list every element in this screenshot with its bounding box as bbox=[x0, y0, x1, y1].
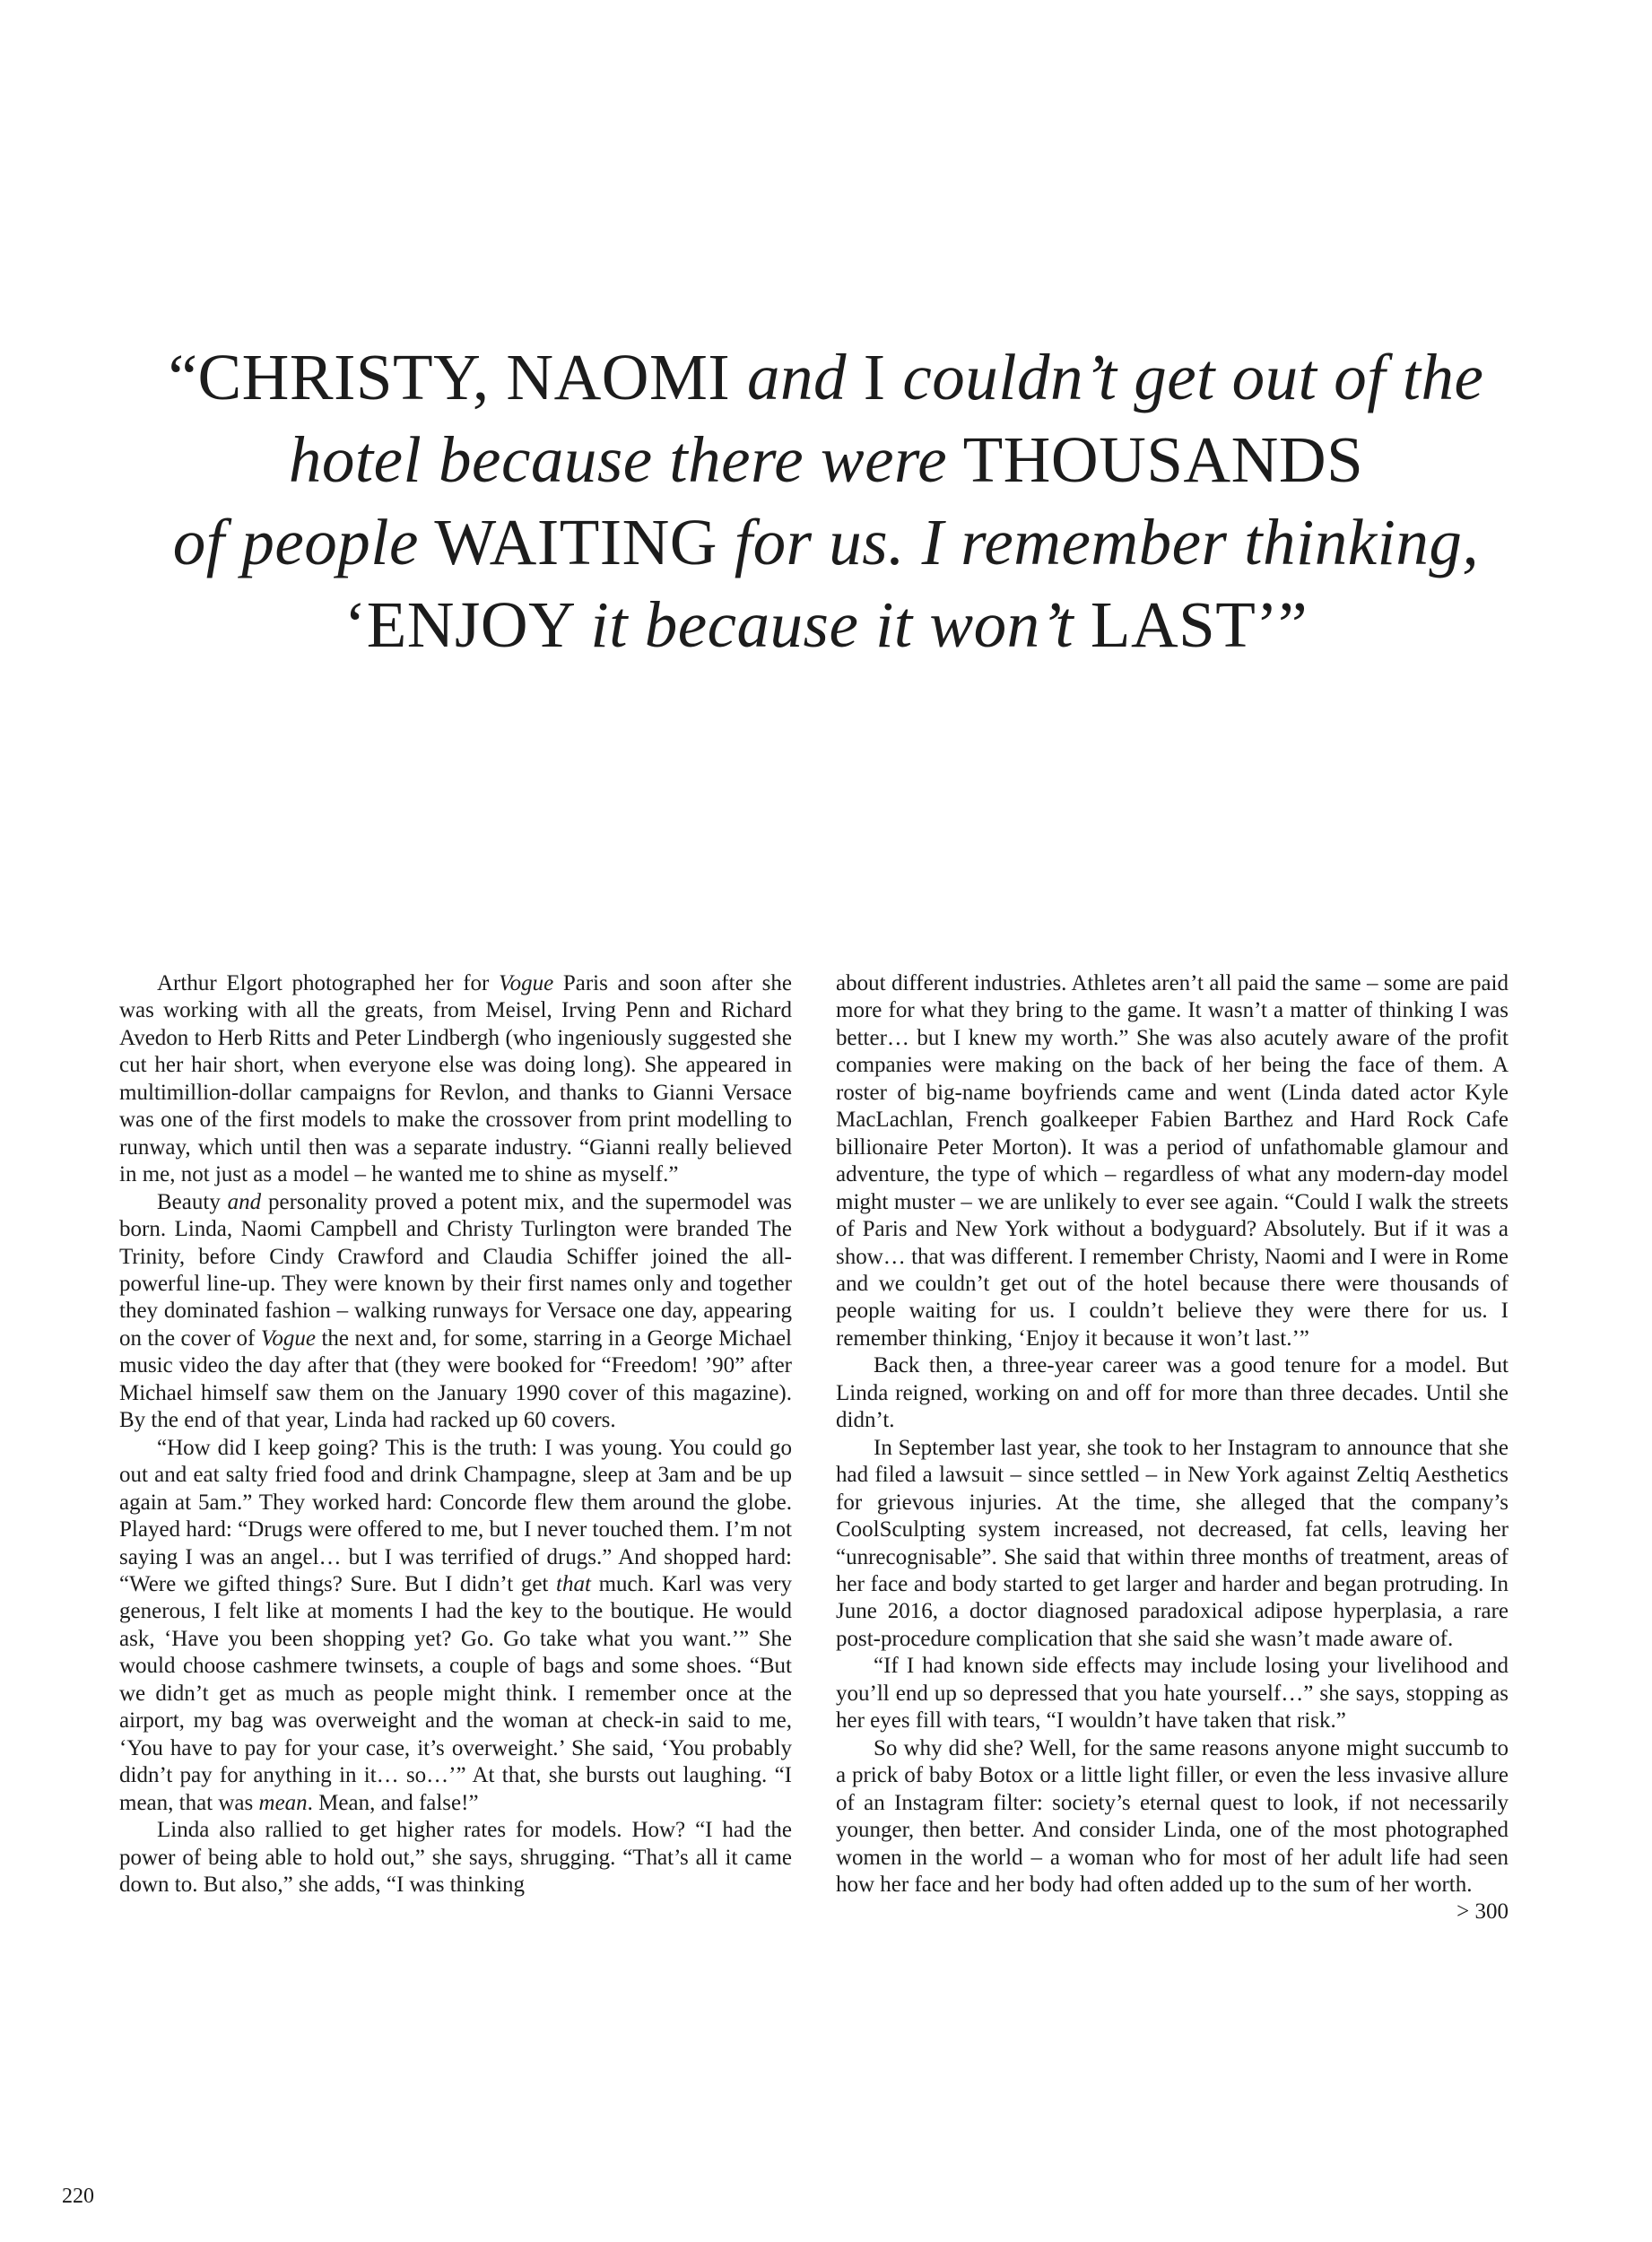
article-paragraph: In September last year, she took to her Instagram to announce that she had filed a lawsuit – since settled – in New York against Zeltiq Aesthetics for grievous injuries. At the time, she alleged that the company’s CoolSculpting system increased, not decreased, fat cells, leaving her “unrecognisable”. She said that within three months of treatment, areas of her face and body started to get larger and harder and began protruding. In June 2016, a doctor diagnosed paradoxical adipose hyperplasia, a rare post-procedure complication that she said she wasn’t made aware of. bbox=[836, 1435, 1509, 1651]
page-number: 220 bbox=[62, 2185, 94, 2208]
pull-quote-line: of people WAITING for us. I remember thinking, bbox=[172, 506, 1480, 578]
pull-quote-line: ‘ENJOY it because it won’t LAST’” bbox=[343, 588, 1309, 661]
article-paragraph: Beauty and personality proved a potent mix, and the supermodel was born. Linda, Naomi Campbell and Christy Turlington were branded The Trinity, before Cindy Crawford and Claudia Schiffer joined the all-powerful line-up. They were known by their first names only and together they dominated fashion – walking runways for Versace one day, appearing on the cover of Vogue the next and, for some, starring in a George Michael music video the day after that (they were booked for “Freedom! ’90” after Michael himself saw them on the January 1990 cover of this magazine). By the end of that year, Linda had racked up 60 covers. bbox=[119, 1189, 792, 1433]
article-paragraph: Linda also rallied to get higher rates for models. How? “I had the power of being able to hold out,” she says, shrugging. “That’s all it came down to. But also,” she adds, “I was thinking bbox=[119, 1818, 792, 1897]
pull-quote bbox=[108, 336, 1544, 666]
article-paragraph: “How did I keep going? This is the truth: I was young. You could go out and eat salty fried food and drink Champagne, sleep at 3am and be up again at 5am.” They worked hard: Concorde flew them around the globe. Played hard: “Drugs were offered to me, but I never touched them. I’m not saying I was an angel… but I was terrified of drugs.” And shopped hard: “Were we gifted things? Sure. But I didn’t get that much. Karl was very generous, I felt like at moments I had the key to the boutique. He would ask, ‘Have you been shopping yet? Go. Go take what you want.’” She would choose cashmere twinsets, a couple of bags and some shoes. “But we didn’t get as much as people might think. I remember once at the airport, my bag was overweight and the woman at check-in said to me, ‘You have to pay for your case, it’s overweight.’ She said, ‘You probably didn’t pay for anything in it… so…’” At that, she bursts out laughing. “I mean, that was mean. Mean, and false!” bbox=[119, 1435, 793, 1815]
article-column-right bbox=[836, 970, 1509, 1926]
article-paragraph: “If I had known side effects may include losing your livelihood and you’ll end up so depressed that you hate yourself…” she says, stopping as her eyes fill with tears, “I wouldn’t have taken that risk.” bbox=[836, 1654, 1509, 1734]
pull-quote-line: “CHRISTY, NAOMI and I couldn’t get out of the bbox=[168, 341, 1484, 413]
article-paragraph: Back then, a three-year career was a good tenure for a model. But Linda reigned, working on and off for more than three decades. Until she didn’t. bbox=[836, 1353, 1509, 1433]
continued-page-marker: > 300 bbox=[1456, 1899, 1509, 1925]
article-column-left bbox=[119, 970, 792, 1899]
article-paragraph: So why did she? Well, for the same reasons anyone might succumb to a prick of baby Botox or a little light filler, or even the less invasive allure of an Instagram filter: society’s eternal quest to look, if not necessarily younger, then better. And consider Linda, one of the most photographed women in the world – a woman who for most of her adult life had seen how her face and her body had often added up to the sum of her worth. > 300 bbox=[836, 1735, 1509, 1899]
article-paragraph: about different industries. Athletes aren’t all paid the same – some are paid more for what they bring to the game. It wasn’t a matter of thinking I was better… but I knew my worth.” She was also acutely aware of the profit companies were making on the back of her being the face of them. A roster of big-name boyfriends came and went (Linda dated actor Kyle MacLachlan, French goalkeeper Fabien Barthez and Hard Rock Cafe billionaire Peter Morton). It was a period of unfathomable glamour and adventure, the type of which – regardless of what any modern-day model might muster – we are unlikely to ever see again. “Could I walk the streets of Paris and New York without a bodyguard? Absolutely. But if it was a show… that was different. I remember Christy, Naomi and I were in Rome and we couldn’t get out of the hotel because there were thousands of people waiting for us. I couldn’t believe they were there for us. I remember thinking, ‘Enjoy it because it won’t last.’” bbox=[836, 971, 1509, 1351]
article-paragraph: Arthur Elgort photographed her for Vogue Paris and soon after she was working with all the greats, from Meisel, Irving Penn and Richard Avedon to Herb Ritts and Peter Lindbergh (who ingeniously suggested she cut her hair short, when everyone else was doing long). She appeared in multimillion-dollar campaigns for Revlon, and thanks to Gianni Versace was one of the first models to make the crossover from print modelling to runway, which until then was a separate industry. “Gianni really believed in me, not just as a model – he wanted me to shine as myself.” bbox=[119, 971, 792, 1187]
pull-quote-line: hotel because there were THOUSANDS bbox=[288, 423, 1364, 496]
